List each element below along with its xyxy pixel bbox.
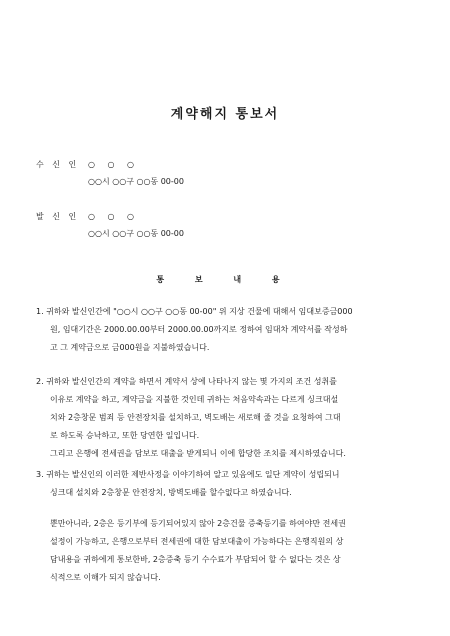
item-line: 싱크대 설치와 2층창문 안전장치, 방벽도배를 할수없다고 하였습니다.	[50, 488, 292, 497]
sender-label: 발 신 인	[36, 212, 80, 221]
item-line: 3. 귀하는 발신인의 이러한 제반사정을 이야기하여 알고 있음에도 일단 계약이 성립되니	[36, 470, 340, 479]
item-line: 설정이 가능하고, 은행으로부터 전세권에 대한 담보대출이 가능하다는 은행직원의 상	[50, 537, 344, 546]
recipient-label: 수 신 인	[36, 160, 80, 169]
item-line: 이유로 계약을 하고, 계약금을 지불한 것인데 귀하는 처음약속과는 다르게 싱크대설	[50, 395, 339, 404]
item-line: 뿐만아니라, 2층은 등기부에 등기되어있지 않아 2층건물 증축등기를 하여야만 전세권	[50, 519, 346, 528]
item-line: 로 하도록 승낙하고, 또한 당연한 일입니다.	[50, 431, 200, 440]
recipient-address: ○○시 ○○구 ○○동 00-00	[88, 177, 184, 186]
notice-item-1	[36, 303, 428, 357]
notice-item-3	[36, 466, 428, 502]
notice-item-2	[36, 373, 428, 463]
item-line: 2. 귀하와 발신인간의 계약을 하면서 계약서 상에 나타나지 않는 몇 가지의 조건 성취를	[36, 377, 337, 386]
item-line: 담내용을 귀하에게 통보한바, 2층증축 등기 수수료가 부담되어 할 수 없다는 것은 상	[50, 555, 341, 564]
item-line: 치와 2층창문 범죄 등 안전장치를 설치하고, 벽도배는 새로해 줄 것을 요청하여 그대	[50, 413, 341, 422]
notice-paragraph	[36, 515, 428, 587]
sender-address: ○○시 ○○구 ○○동 00-00	[88, 229, 184, 238]
sender-name: ○ ○ ○	[88, 212, 140, 221]
recipient-block	[36, 156, 184, 190]
item-line: 고 그 계약금으로 금000원을 지불하였습니다.	[50, 343, 210, 352]
item-line: 1. 귀하와 발신인간에 "○○시 ○○구 ○○동 00-00" 위 지상 건물에 대해서 임대보증금000	[36, 307, 353, 316]
document-title: 계약해지 통보서	[170, 107, 280, 122]
item-line: 그리고 은행에 전세권을 담보로 대출을 받게되니 이에 합당한 조치를 제시하였습니다.	[50, 449, 346, 458]
item-line: 원, 임대기간은 2000.00.00부터 2000.00.00까지로 정하여 임대차 계약서를 작성하	[50, 325, 348, 334]
section-title: 통 보 내 용	[156, 275, 294, 284]
item-line: 식적으로 이해가 되지 않습니다.	[50, 573, 161, 582]
sender-block	[36, 208, 184, 242]
recipient-name: ○ ○ ○	[88, 160, 140, 169]
